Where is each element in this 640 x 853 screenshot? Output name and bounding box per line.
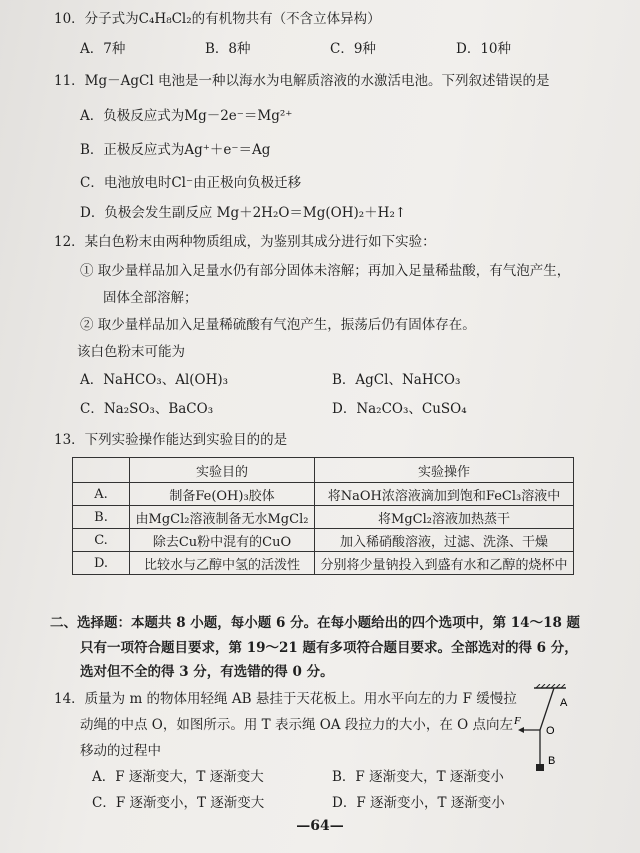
table-cell: A. (73, 483, 130, 506)
table-cell: C. (73, 529, 130, 552)
table-header-cell: 实验操作 (315, 458, 574, 483)
q11-option-a: A．负极反应式为Mg－2e⁻＝Mg²⁺ (80, 108, 293, 124)
q10-option-d: D．10种 (456, 41, 512, 57)
table-cell: 由MgCl₂溶液制备无水MgCl₂ (130, 506, 315, 529)
q12-option-b: B．AgCl、NaHCO₃ (332, 372, 461, 388)
table-header-cell (73, 458, 130, 483)
q12-step1-cont: 固体全部溶解； (103, 290, 198, 306)
q12-stem: 12．某白色粉末由两种物质组成，为鉴别其成分进行如下实验： (54, 234, 436, 250)
q12-step1: ① 取少量样品加入足量水仍有部分固体未溶解；再加入足量稀盐酸，有气泡产生， (80, 263, 571, 279)
rope-force-figure (510, 684, 580, 780)
table-header-row (73, 458, 574, 483)
q13-stem: 13．下列实验操作能达到实验目的的是 (54, 432, 288, 448)
table-cell: 加入稀硝酸溶液，过滤、洗涤、干燥 (315, 529, 574, 552)
page-number: —64— (296, 818, 344, 834)
q14-line2: 动绳的中点 O，如图所示。用 T 表示绳 OA 段拉力的大小，在 O 点向左 (80, 717, 513, 733)
table-cell: D. (73, 552, 130, 575)
rope-oa (540, 688, 554, 730)
label-a: A (560, 697, 568, 709)
label-f: F (514, 715, 521, 727)
q10-stem: 10．分子式为C₄H₈Cl₂的有机物共有（不含立体异构） (54, 11, 381, 27)
table-row (73, 506, 574, 529)
table-cell: 比较水与乙醇中氢的活泼性 (130, 552, 315, 575)
q14-option-c: C．F 逐渐变小，T 逐渐变大 (92, 795, 265, 811)
q10-option-b: B．8种 (205, 41, 251, 57)
q11-option-d: D．负极会发生副反应 Mg＋2H₂O＝Mg(OH)₂＋H₂↑ (80, 205, 407, 221)
label-b: B (548, 755, 556, 767)
table-row (73, 529, 574, 552)
table-cell: 将NaOH浓溶液滴加到饱和FeCl₃溶液中 (315, 483, 574, 506)
q12-step2: ② 取少量样品加入足量稀硫酸有气泡产生，振荡后仍有固体存在。 (80, 317, 476, 333)
force-arrowhead (518, 727, 524, 733)
q10-option-a: A．7种 (80, 41, 126, 57)
table-cell: 分别将少量钠投入到盛有水和乙醇的烧杯中 (315, 552, 574, 575)
q11-option-b: B．正极反应式为Ag⁺＋e⁻＝Ag (80, 142, 271, 158)
table-cell: B. (73, 506, 130, 529)
q14-option-b: B．F 逐渐变大，T 逐渐变小 (332, 769, 504, 785)
section2-line3: 选对但不全的得 3 分，有选错的得 0 分。 (80, 664, 334, 680)
q10-option-c: C．9种 (330, 41, 376, 57)
table-cell: 将MgCl₂溶液加热蒸干 (315, 506, 574, 529)
q12-option-c: C．Na₂SO₃、BaCO₃ (80, 401, 214, 417)
section2-line2: 只有一项符合题目要求，第 19～21 题有多项符合题目要求。全部选对的得 6 分， (80, 640, 578, 656)
section2-line1: 二、选择题：本题共 8 小题，每小题 6 分。在每小题给出的四个选项中，第 14～18 题 (50, 615, 581, 631)
q14-line1: 14．质量为 m 的物体用轻绳 AB 悬挂于天花板上。用水平向左的力 F 缓慢拉 (54, 691, 517, 707)
q11-option-c: C．电池放电时Cl⁻由正极向负极迁移 (80, 175, 302, 191)
table-cell: 除去Cu粉中混有的CuO (130, 529, 315, 552)
q14-line3: 移动的过程中 (80, 743, 161, 759)
table-row (73, 483, 574, 506)
q12-question: 该白色粉末可能为 (77, 344, 185, 360)
q12-option-a: A．NaHCO₃、Al(OH)₃ (80, 372, 229, 388)
table-row (73, 552, 574, 575)
q14-option-a: A．F 逐渐变大，T 逐渐变大 (92, 769, 264, 785)
q14-option-d: D．F 逐渐变小，T 逐渐变小 (332, 795, 505, 811)
q11-stem: 11．Mg－AgCl 电池是一种以海水为电解质溶液的水激活电池。下列叙述错误的是 (54, 73, 550, 89)
q12-option-d: D．Na₂CO₃、CuSO₄ (332, 401, 467, 417)
table-cell: 制备Fe(OH)₃胶体 (130, 483, 315, 506)
label-o: O (546, 725, 555, 737)
experiment-table (72, 457, 574, 575)
mass-block (536, 764, 544, 771)
table-header-cell: 实验目的 (130, 458, 315, 483)
